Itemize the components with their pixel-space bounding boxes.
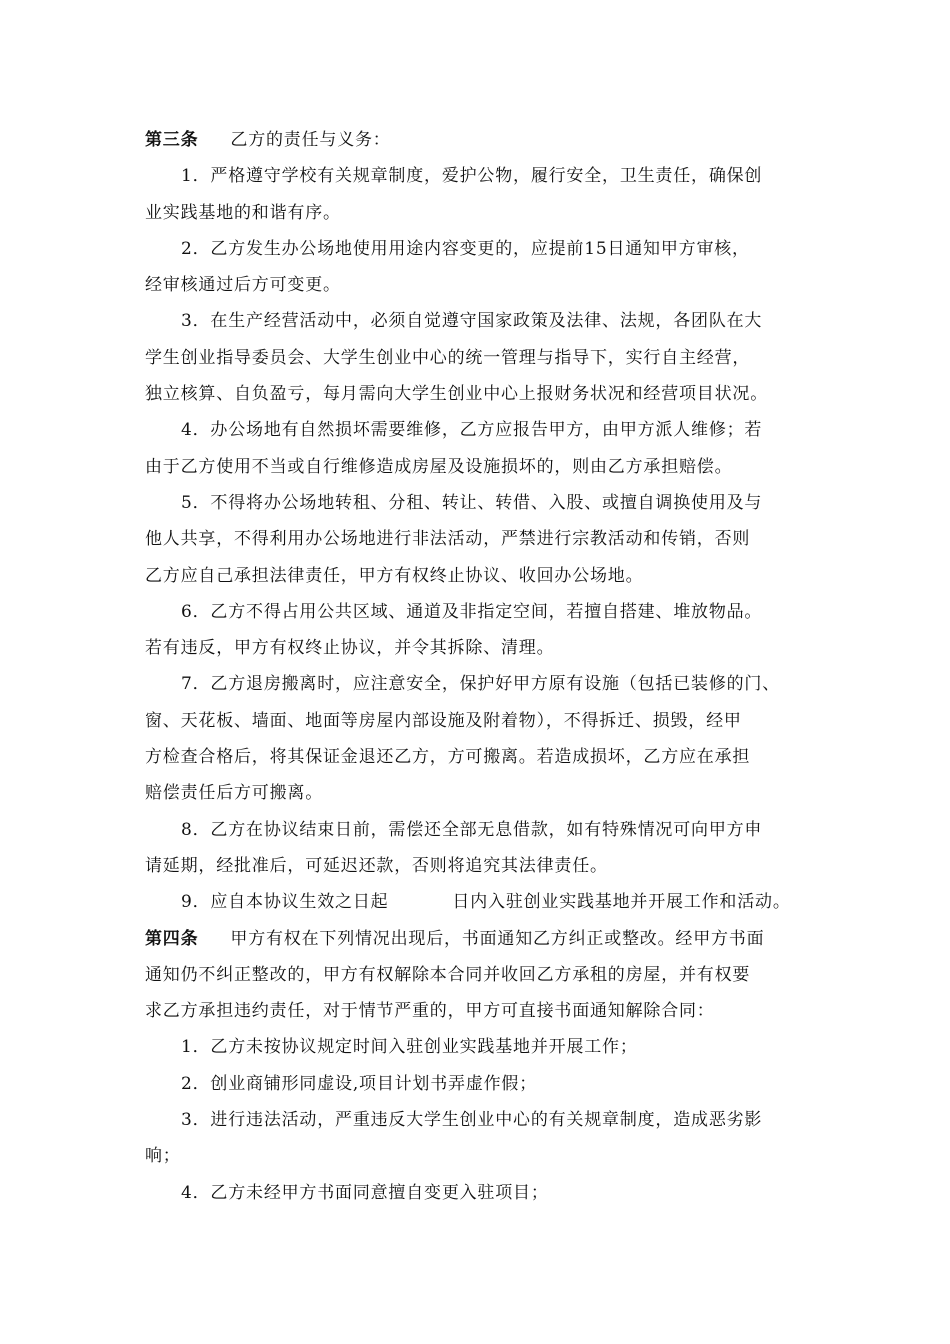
article-3-line: 2．乙方发生办公场地使用用途内容变更的，应提前15日通知甲方审核，: [181, 238, 750, 259]
article-4-line: 求乙方承担违约责任，对于情节严重的，甲方可直接书面通知解除合同：: [145, 1001, 715, 1022]
article-3-line: 7．乙方退房搬离时，应注意安全，保护好甲方原有设施（包括已装修的门、: [181, 674, 781, 695]
item-9-text-start: 9．应自本协议生效之日起: [181, 892, 389, 913]
article-3-title: 第三条: [145, 130, 199, 150]
article-3-line: 5．不得将办公场地转租、分租、转让、转借、入股、或擅自调换使用及与: [181, 492, 763, 513]
article-3-line: 3．在生产经营活动中，必须自觉遵守国家政策及法律、法规，各团队在大: [181, 311, 763, 332]
article-4-line: 3．进行违法活动，严重违反大学生创业中心的有关规章制度，造成恶劣影: [181, 1110, 763, 1131]
article-3-line: 窗、天花板、墙面、地面等房屋内部设施及附着物），不得拆迁、损毁，经甲: [145, 710, 742, 731]
contract-page: [145, 122, 825, 1211]
article-4-title: 第四条: [145, 928, 199, 949]
article-3-line: 由于乙方使用不当或自行维修造成房屋及设施损坏的，则由乙方承担赔偿。: [145, 456, 733, 477]
article-3-heading-line: [145, 122, 825, 158]
article-3-line: 若有违反，甲方有权终止协议，并令其拆除、清理。: [145, 638, 555, 659]
article-4-line: 4．乙方未经甲方书面同意擅自变更入驻项目；: [181, 1182, 549, 1203]
article-4-line: 响；: [145, 1146, 181, 1167]
article-3-line: 8．乙方在协议结束日前，需偿还全部无息借款，如有特殊情况可向甲方申: [181, 819, 763, 840]
article-3-line: 方检查合格后，将其保证金退还乙方，方可搬离。若造成损坏，乙方应在承担: [145, 747, 751, 768]
article-3-line: 4．办公场地有自然损坏需要维修，乙方应报告甲方，由甲方派人维修；若: [181, 420, 763, 441]
article-3-line: 1．严格遵守学校有关规章制度，爱护公物，履行安全，卫生责任，确保创: [181, 166, 763, 187]
article-4-line: 2．创业商铺形同虚设,项目计划书弄虚作假；: [181, 1073, 538, 1094]
article-3-line: 业实践基地的和谐有序。: [145, 202, 341, 223]
article-4-heading: 甲方有权在下列情况出现后，书面通知乙方纠正或整改。经甲方书面: [230, 928, 765, 949]
article-3-line: 乙方应自己承担法律责任，甲方有权终止协议、收回办公场地。: [145, 565, 644, 586]
article-3-line: 经审核通过后方可变更。: [145, 275, 341, 296]
article-3-line: 独立核算、自负盈亏，每月需向大学生创业中心上报财务状况和经营项目状况。: [145, 384, 768, 405]
article-3-line: 赔偿责任后方可搬离。: [145, 783, 323, 804]
article-3-line: 请延期，经批准后，可延迟还款，否则将追究其法律责任。: [145, 855, 608, 876]
article-3-item-9: [145, 884, 825, 920]
article-4-line: 1．乙方未按协议规定时间入驻创业实践基地并开展工作；: [181, 1037, 638, 1058]
article-3-line: 学生创业指导委员会、大学生创业中心的统一管理与指导下，实行自主经营，: [145, 347, 751, 368]
article-4-heading-line: [145, 921, 825, 957]
article-3-line: 他人共享，不得利用办公场地进行非法活动，严禁进行宗教活动和传销，否则: [145, 529, 751, 550]
article-4-line: 通知仍不纠正整改的，甲方有权解除本合同并收回乙方承租的房屋，并有权要: [145, 964, 751, 985]
article-3-line: 6．乙方不得占用公共区域、通道及非指定空间，若擅自搭建、堆放物品。: [181, 601, 763, 622]
item-9-text-end: 日内入驻创业实践基地并开展工作和活动。: [452, 892, 791, 913]
article-3-heading: 乙方的责任与义务：: [230, 130, 391, 150]
